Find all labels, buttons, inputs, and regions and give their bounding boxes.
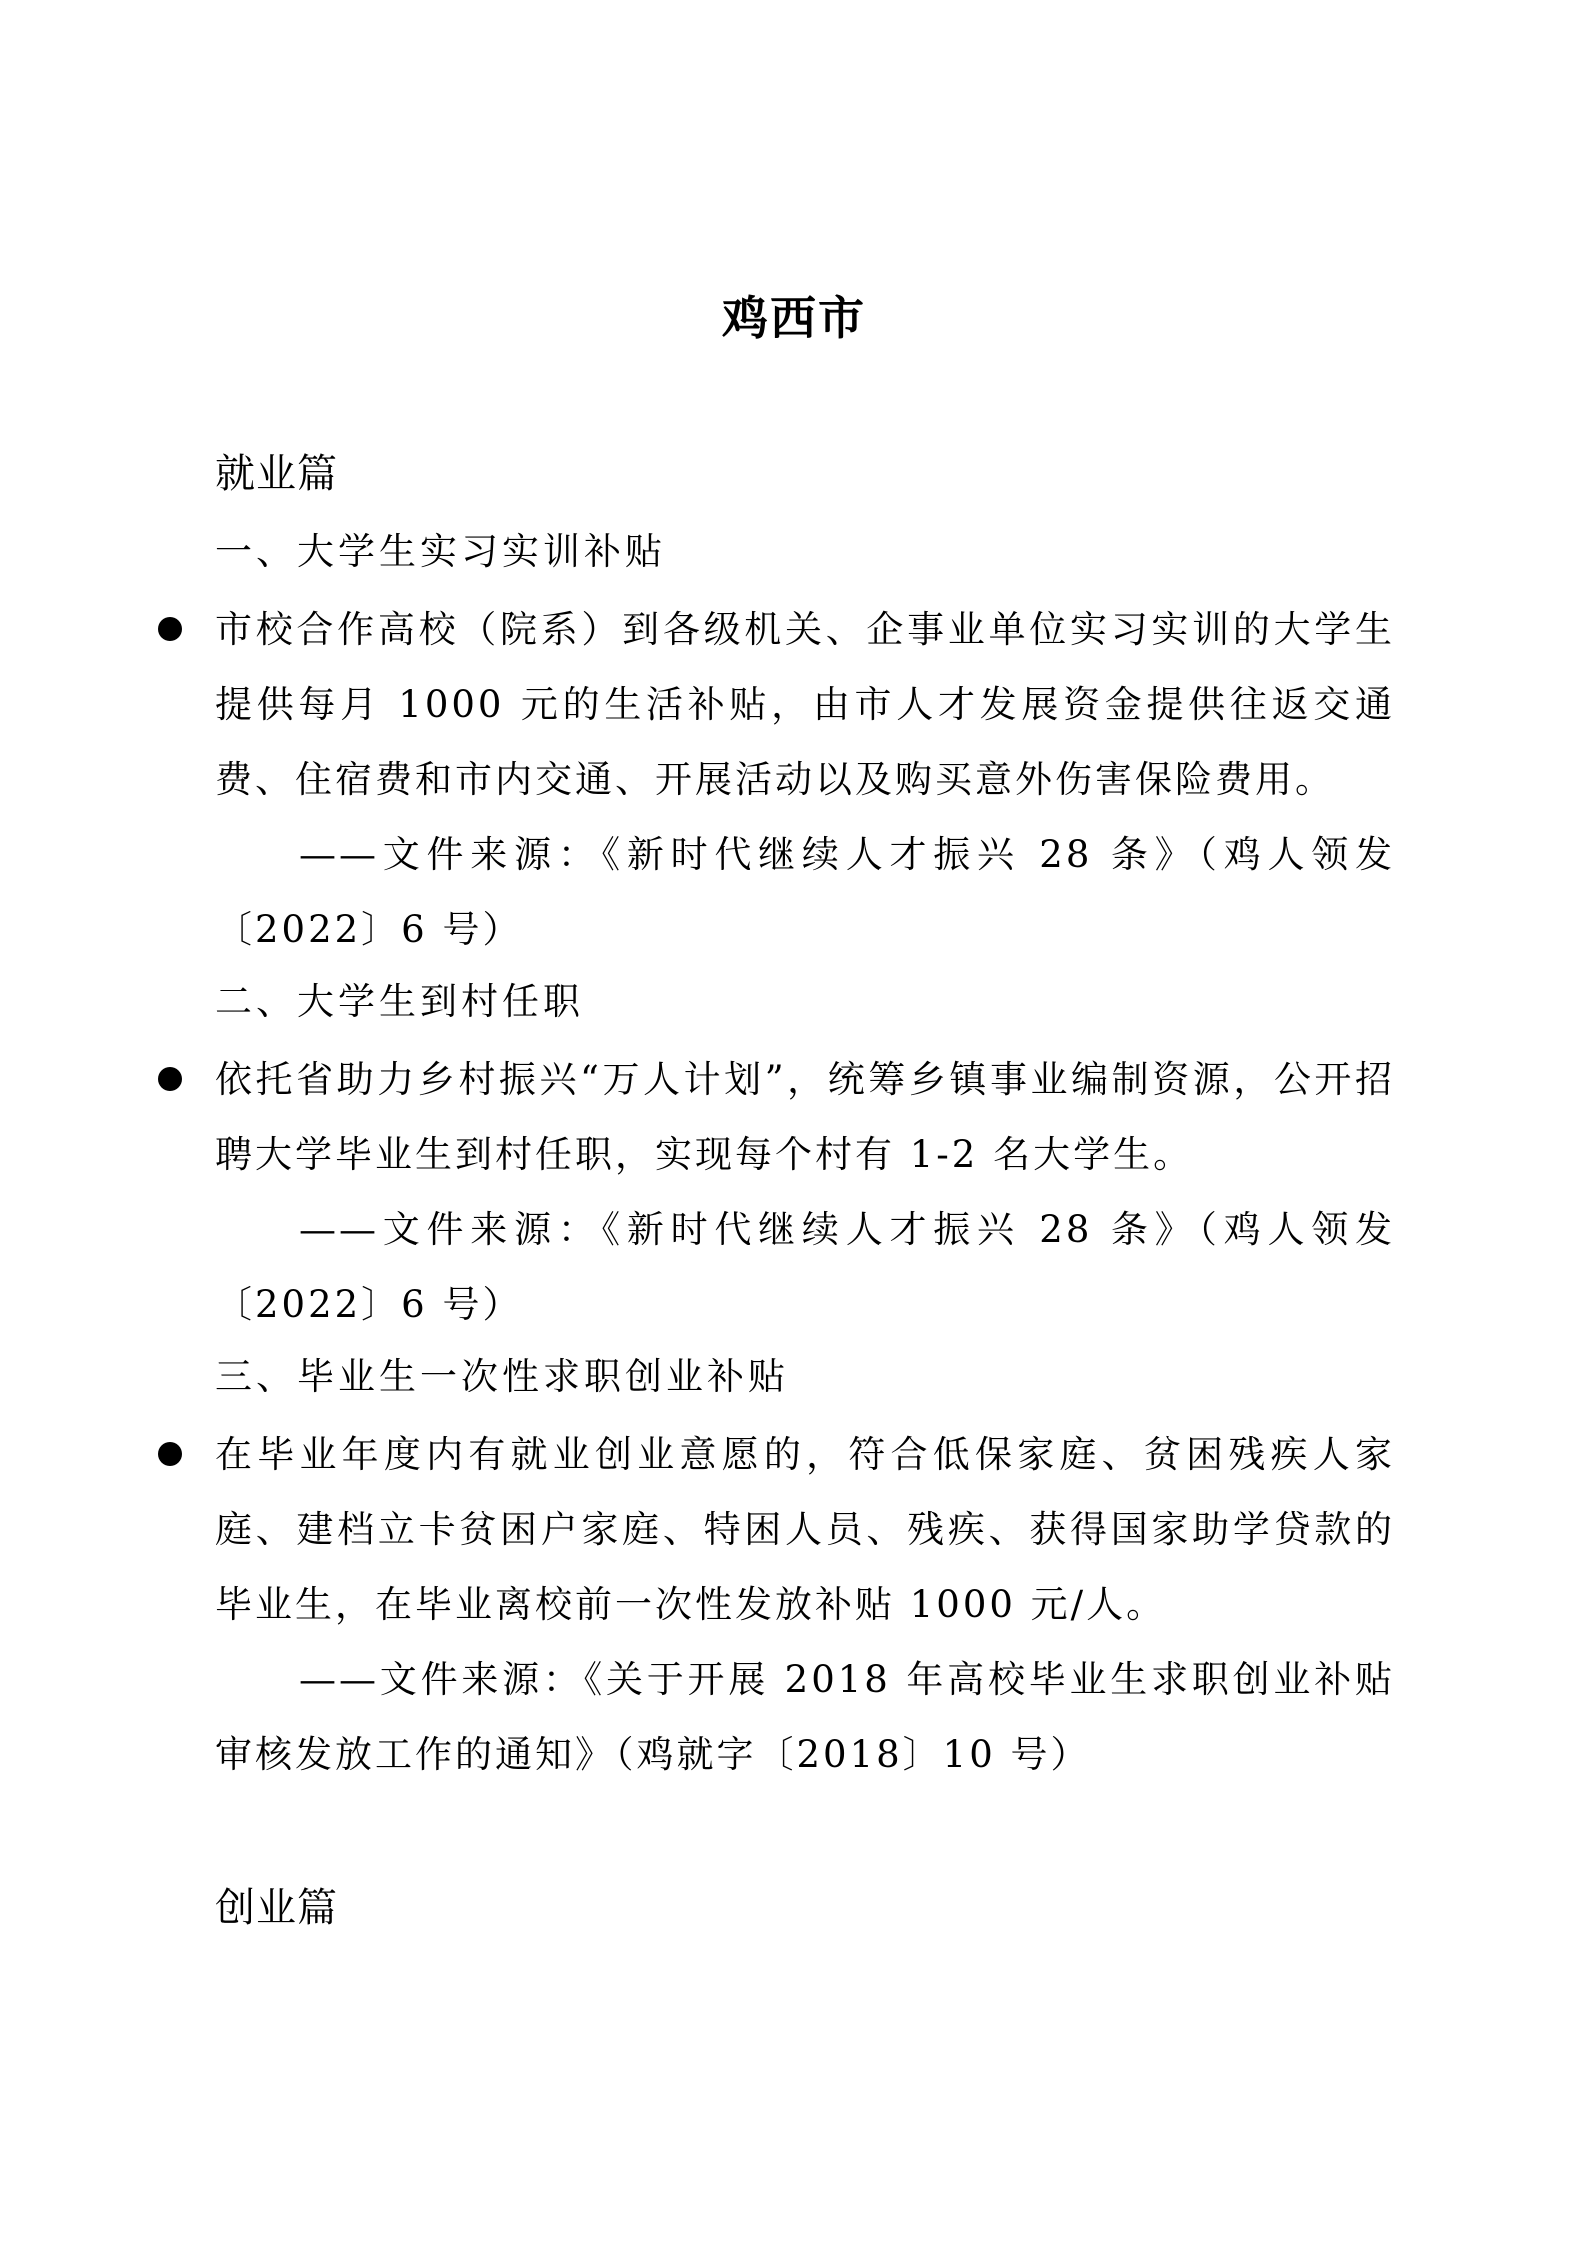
bullet-point [158, 1442, 182, 1466]
item-body-village-post: 依托省助力乡村振兴“万人计划”，统筹乡镇事业编制资源，公开招聘大学毕业生到村任职，实现每个村有 1-2 名大学生。 [215, 1058, 1395, 1176]
item-heading-internship-subsidy: 一、大学生实习实训补贴 [215, 530, 666, 573]
section-heading-employment: 就业篇 [215, 451, 338, 497]
item-source-village-post: ——文件来源：《新时代继续人才振兴 28 条》（鸡人领发〔2022〕6 号） [215, 1208, 1395, 1326]
item-body-internship-subsidy: 市校合作高校（院系）到各级机关、企事业单位实习实训的大学生提供每月 1000 元的生活补贴，由市人才发展资金提供往返交通费、住宿费和市内交通、开展活动以及购买意外伤害保险费用。 [215, 608, 1395, 801]
item-body-job-seeking-subsidy: 在毕业年度内有就业创业意愿的，符合低保家庭、贫困残疾人家庭、建档立卡贫困户家庭、特困人员、残疾、获得国家助学贷款的毕业生，在毕业离校前一次性发放补贴 1000 元/人。 [215, 1433, 1395, 1626]
item-source-job-seeking-subsidy: ——文件来源：《关于开展 2018 年高校毕业生求职创业补贴审核发放工作的通知》（鸡就字〔2018〕10 号） [215, 1658, 1395, 1776]
section-heading-entrepreneurship: 创业篇 [215, 1885, 338, 1931]
bullet-point [158, 1067, 182, 1091]
item-source-internship-subsidy: ——文件来源：《新时代继续人才振兴 28 条》（鸡人领发〔2022〕6 号） [215, 833, 1395, 951]
item-heading-job-seeking-subsidy: 三、毕业生一次性求职创业补贴 [215, 1355, 789, 1398]
bullet-point [158, 617, 182, 641]
page-title: 鸡西市 [722, 291, 866, 345]
item-heading-village-post: 二、大学生到村任职 [215, 980, 584, 1023]
